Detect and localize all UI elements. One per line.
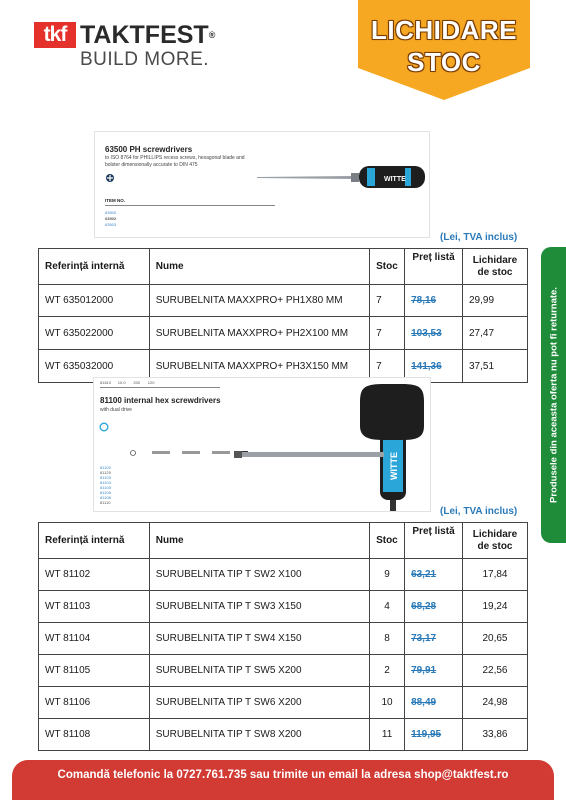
- cell-name: SURUBELNITA TIP T SW8 X200: [149, 719, 369, 751]
- table-rule: [105, 205, 275, 206]
- cell-clearance: 33,86: [462, 719, 527, 751]
- cell-ref: WT 81103: [39, 591, 150, 623]
- registered-mark: ®: [208, 30, 216, 40]
- table-header-row: [39, 249, 528, 285]
- cell-list-price: 68,28: [411, 601, 437, 612]
- cell-list-price: 119,95: [411, 729, 442, 740]
- item-row: 81102: [100, 465, 111, 470]
- t-handle-screwdriver-icon: [234, 382, 431, 512]
- logo-wordmark: [80, 21, 215, 49]
- item-row: 81106: [100, 490, 111, 495]
- product-image-ph-screwdrivers: [94, 131, 430, 238]
- cell-ref: WT 81108: [39, 719, 150, 751]
- cell-name: SURUBELNITA TIP T SW5 X200: [149, 655, 369, 687]
- cell-list-price: 88,49: [411, 697, 437, 708]
- cell-stock: 11: [370, 719, 405, 751]
- product-image-hex-screwdrivers: [93, 377, 431, 512]
- cell-stock: 4: [370, 591, 405, 623]
- cell-ref: WT 635022000: [39, 317, 150, 350]
- contact-text: Comandă telefonic la 0727.761.735 sau trimite un email la adresa shop@taktfest.ro: [57, 769, 509, 781]
- clearance-badge: [358, 0, 530, 100]
- cell-list-price: 103,53: [411, 327, 442, 339]
- table-header-row: [39, 523, 528, 559]
- product-desc: with dual drive: [100, 407, 132, 413]
- cell-ref: WT 635032000: [39, 350, 150, 383]
- product-desc-1: to ISO 8764 for PHILLIPS recess screws, hexagonal blade and: [105, 155, 245, 161]
- badge-text: [358, 14, 530, 78]
- cell-clearance: 17,84: [462, 559, 527, 591]
- cell-stock: 8: [370, 623, 405, 655]
- item-row: 81610 10.0 200 120: [100, 380, 155, 385]
- col-clearance: Lichidare de stoc: [462, 523, 527, 559]
- item-row: 63502: [105, 216, 117, 221]
- logo-tagline: BUILD MORE.: [80, 49, 210, 70]
- cell-stock: 7: [370, 285, 405, 317]
- item-row: 63500: [105, 210, 117, 215]
- item-row: 81108: [100, 495, 111, 500]
- col-clearance: Lichidare de stoc: [463, 249, 528, 285]
- col-ref: Referință internă: [39, 249, 150, 285]
- cell-clearance: 22,56: [462, 655, 527, 687]
- cell-ref: WT 81104: [39, 623, 150, 655]
- table-row: [39, 623, 528, 655]
- price-table-ph: [38, 248, 528, 383]
- contact-footer: [12, 760, 554, 800]
- product-title: 63500 PH screwdrivers: [105, 145, 193, 154]
- table-row: [39, 317, 528, 350]
- cell-name: SURUBELNITA MAXXPRO+ PH3X150 MM: [149, 350, 369, 383]
- logo-name-text: TAKTFEST: [80, 21, 209, 49]
- item-row: 81125: [100, 470, 111, 475]
- logo-mark: tkf: [34, 22, 76, 48]
- product-desc-2: bolster dimensionally accurate to DIN 475: [105, 162, 198, 168]
- company-logo: [34, 20, 214, 76]
- cell-clearance: 37,51: [463, 350, 528, 383]
- cell-clearance: 29,99: [463, 285, 528, 317]
- cell-stock: 9: [370, 559, 405, 591]
- item-row: 81110: [100, 500, 111, 505]
- cell-name: SURUBELNITA TIP T SW3 X150: [149, 591, 369, 623]
- table-row: [39, 591, 528, 623]
- cell-list-price: 78,16: [411, 295, 437, 306]
- cell-ref: WT 81102: [39, 559, 150, 591]
- table-row: [39, 559, 528, 591]
- col-name: Nume: [149, 249, 369, 285]
- brand-mark: WITTE: [389, 452, 399, 480]
- side-return-note: Produsele din aceasta oferta nu pot fi returnate.: [548, 287, 560, 503]
- cell-list-price: 73,17: [411, 633, 437, 644]
- cell-name: SURUBELNITA MAXXPRO+ PH2X100 MM: [149, 317, 369, 350]
- cell-list-price: 141,36: [411, 360, 442, 372]
- col-list-price: Preț listă: [405, 523, 463, 559]
- item-row: 63503: [105, 222, 117, 227]
- col-stock: Stoc: [370, 523, 405, 559]
- col-name: Nume: [149, 523, 369, 559]
- cell-ref: WT 635012000: [39, 285, 150, 317]
- table-row: [39, 687, 528, 719]
- cell-name: SURUBELNITA TIP T SW6 X200: [149, 687, 369, 719]
- item-label: ITEM NO.: [105, 198, 125, 203]
- price-table-hex: [38, 522, 528, 751]
- product-title: 81100 internal hex screwdrivers: [100, 396, 221, 405]
- cell-list-price: 79,91: [411, 665, 437, 676]
- screwdriver-icon: [255, 162, 430, 192]
- phillips-icon: [105, 173, 115, 183]
- cell-name: SURUBELNITA MAXXPRO+ PH1X80 MM: [149, 285, 369, 317]
- table-row: [39, 655, 528, 687]
- item-row: 81103: [100, 475, 111, 480]
- cell-clearance: 27,47: [463, 317, 528, 350]
- item-row: 81105: [100, 485, 111, 490]
- vat-note: (Lei, TVA inclus): [440, 232, 518, 243]
- cell-name: SURUBELNITA TIP T SW4 X150: [149, 623, 369, 655]
- brand-mark: WITTE: [384, 176, 406, 183]
- hex-drive-icon: [99, 422, 109, 432]
- cell-stock: 7: [370, 350, 405, 383]
- spec-icons: [100, 448, 250, 458]
- table-row: [39, 285, 528, 317]
- badge-line-1: LICHIDARE: [370, 15, 518, 45]
- col-list-price: Preț listă: [405, 249, 463, 285]
- cell-name: SURUBELNITA TIP T SW2 X100: [149, 559, 369, 591]
- cell-clearance: 20,65: [462, 623, 527, 655]
- cell-list-price: 63,21: [411, 569, 437, 580]
- cell-stock: 7: [370, 317, 405, 350]
- col-stock: Stoc: [370, 249, 405, 285]
- item-row: 81104: [100, 480, 111, 485]
- col-ref: Referință internă: [39, 523, 150, 559]
- cell-clearance: 24,98: [462, 687, 527, 719]
- cell-stock: 2: [370, 655, 405, 687]
- cell-ref: WT 81106: [39, 687, 150, 719]
- vat-note: (Lei, TVA inclus): [440, 506, 518, 517]
- cell-ref: WT 81105: [39, 655, 150, 687]
- cell-clearance: 19,24: [462, 591, 527, 623]
- cell-stock: 10: [370, 687, 405, 719]
- table-rule: [100, 387, 220, 388]
- table-row: [39, 719, 528, 751]
- badge-line-2: STOC: [407, 47, 481, 77]
